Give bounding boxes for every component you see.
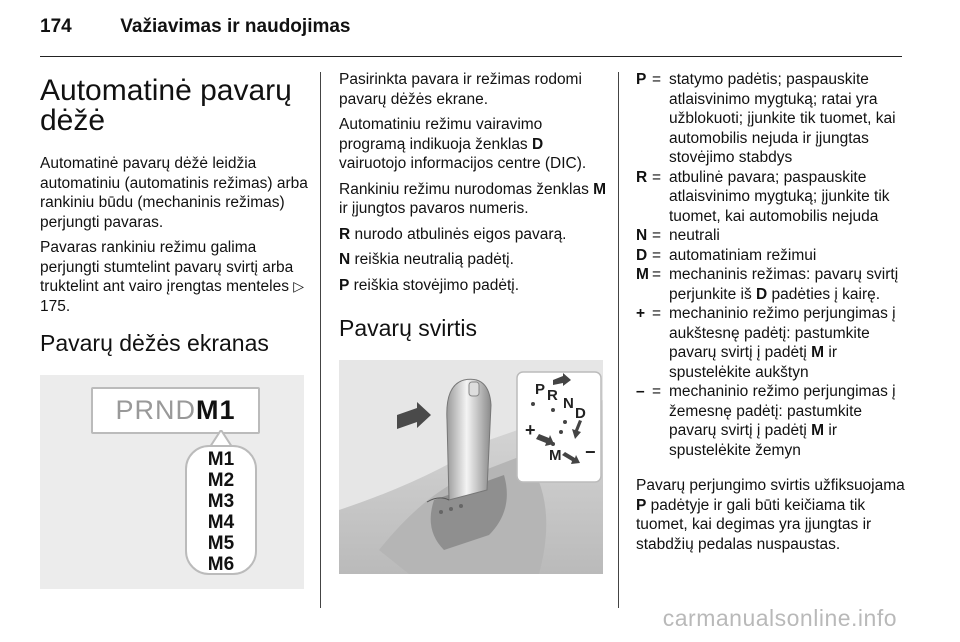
chapter-title: Važiavimas ir naudojimas bbox=[120, 16, 351, 37]
gear-lever-knob bbox=[447, 379, 491, 500]
gear-lever-illustration bbox=[339, 360, 603, 574]
definition-d: D = automatiniam režimui bbox=[636, 246, 817, 264]
definition-p: P = statymo padėtis; paspauskite atlaisvinimo mygtuką; ratai yra užblokuoti; įjunkite tik tuomet, kai automobilis nejuda ir įjungtas stovėjimo stabdys bbox=[636, 71, 896, 166]
gate-label-minus: − bbox=[585, 442, 596, 462]
column-1 bbox=[40, 70, 308, 589]
current-gear-m1: M1 bbox=[196, 395, 236, 425]
page-number: 174 bbox=[40, 16, 72, 37]
page-header bbox=[40, 16, 351, 38]
gear-lever-figure bbox=[339, 360, 603, 574]
gate-label-r: R bbox=[547, 387, 558, 404]
section-heading-gear-lever: Pavarų svirtis bbox=[339, 315, 478, 341]
column-divider-2 bbox=[618, 72, 619, 608]
definition-n: N = neutrali bbox=[636, 227, 720, 244]
gear-m5: M5 bbox=[207, 533, 235, 554]
gear-positions-list bbox=[636, 70, 908, 460]
gate-label-plus: + bbox=[525, 420, 536, 440]
gate-label-p: P bbox=[535, 381, 546, 398]
definition-minus: – = mechaninio režimo perjungimas į žemesnę padėtį: pastumkite pavarų svirtį į padėtį M ir spustelėkite žemyn bbox=[636, 383, 896, 459]
gate-label-m: M bbox=[549, 447, 562, 464]
paragraph: Automatiniu režimu vairavimo programą indikuoja ženklas D vairuotojo informacijos centre (DIC). bbox=[339, 116, 587, 172]
header-rule bbox=[40, 56, 902, 57]
gear-m4: M4 bbox=[207, 512, 235, 533]
paragraph: R nurodo atbulinės eigos pavarą. bbox=[339, 225, 567, 243]
gate-label-d: D bbox=[575, 405, 586, 422]
manual-gear-list bbox=[185, 445, 257, 575]
definition-m: M = mechaninis režimas: pavarų svirtį perjunkite iš D padėties į kairę. bbox=[636, 266, 899, 303]
paragraph-lever-lock: Pavarų perjungimo svirtis užfiksuojama P padėtyje ir gali būti keičiama tik tuomet, kai degimas yra įjungtas ir stabdžių pedalas nuspaustas. bbox=[636, 477, 905, 553]
page-reference-link[interactable]: 175. bbox=[40, 297, 71, 315]
gear-m1: M1 bbox=[207, 449, 235, 470]
definition-plus: + = mechaninio režimo perjungimas į aukštesnę padėtį: pastumkite pavarų svirtį į padėtį M ir spustelėkite aukštyn bbox=[636, 305, 896, 381]
paragraph: Automatinė pavarų dėžė leidžia automatiniu (automatinis režimas) arba rankiniu būdu (mechaninis režimas) perjungti pavaras. bbox=[40, 155, 308, 231]
paragraph: P reiškia stovėjimo padėtį. bbox=[339, 276, 520, 294]
paragraph-text: Pavaras rankiniu režimu galima perjungti stumtelint pavarų svirtį arba truktelint ant vairo įrengtas menteles bbox=[40, 239, 294, 295]
column-2 bbox=[339, 70, 609, 574]
gear-m6: M6 bbox=[207, 554, 235, 575]
page-reference-icon: ▷ bbox=[293, 278, 305, 294]
definition-r: R = atbulinė pavara; paspauskite atlaisvinimo mygtuką; įjunkite tik tuomet, kai automobilis nejuda bbox=[636, 168, 890, 225]
paragraph bbox=[40, 238, 308, 316]
paragraph: N reiškia neutralią padėtį. bbox=[339, 251, 514, 268]
column-divider-1 bbox=[320, 72, 321, 608]
gear-m3: M3 bbox=[207, 491, 235, 512]
gate-label-n: N bbox=[563, 395, 574, 412]
gearbox-display-figure bbox=[40, 375, 304, 589]
watermark: carmanualsonline.info bbox=[662, 605, 897, 631]
prnd-display bbox=[91, 387, 260, 434]
paragraph: Rankiniu režimu nurodomas ženklas M ir įjungtos pavaros numeris. bbox=[339, 180, 607, 217]
column-3 bbox=[636, 70, 912, 560]
prnd-letters: PRND bbox=[115, 395, 196, 425]
section-heading-gearbox-display: Pavarų dėžės ekranas bbox=[40, 330, 269, 356]
paragraph: Pasirinkta pavara ir režimas rodomi pavarų dėžės ekrane. bbox=[339, 71, 582, 108]
section-heading-automatic-gearbox: Automatinė pavarų dėžė bbox=[40, 74, 292, 137]
gear-m2: M2 bbox=[207, 470, 235, 491]
